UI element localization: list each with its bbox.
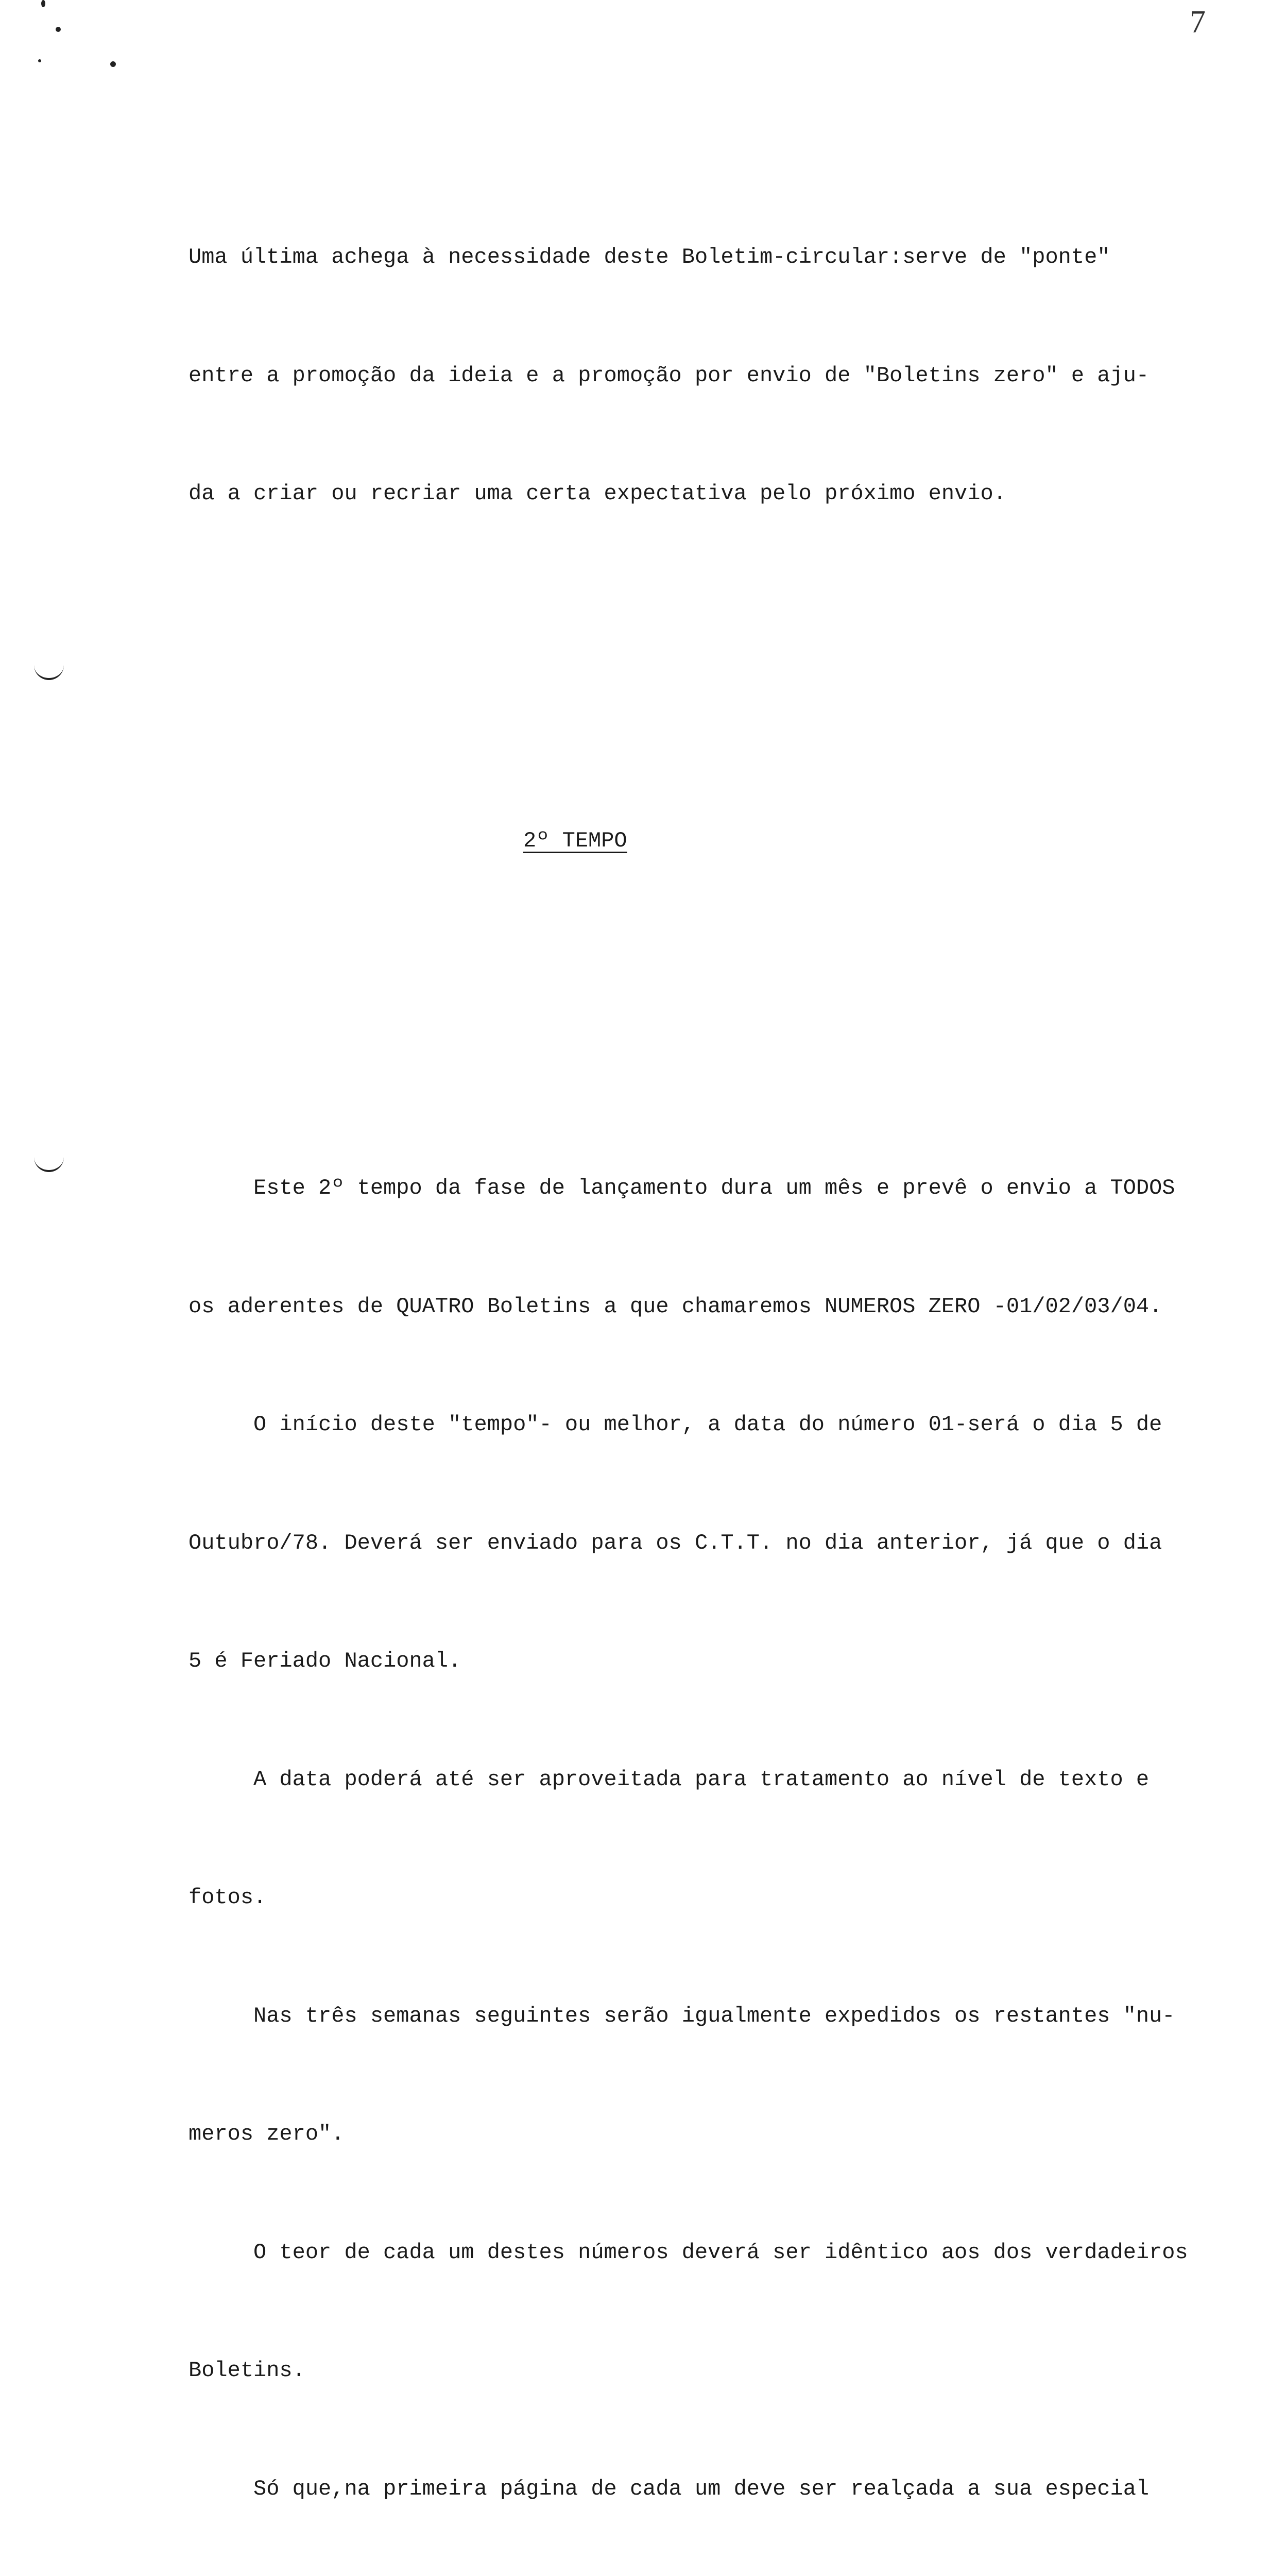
text-line: meros zero". bbox=[188, 2122, 345, 2146]
text-line: A data poderá até ser aproveitada para tratamento ao nível de texto e bbox=[188, 1767, 1150, 1792]
text-line: 5 é Feriado Nacional. bbox=[188, 1649, 461, 1673]
text-line: Uma última achega à necessidade deste Boletim-circular:serve de "ponte" bbox=[188, 245, 1110, 269]
text-line: O teor de cada um destes números deverá ser idêntico aos dos verdadeiros bbox=[188, 2240, 1188, 2265]
section-2-body bbox=[188, 1090, 1234, 2576]
text-line: O início deste "tempo"- ou melhor, a data do número 01-será o dia 5 de bbox=[188, 1412, 1162, 1437]
page-number: 7 bbox=[1190, 5, 1206, 40]
margin-mark bbox=[41, 0, 45, 7]
section-heading-2: 2º TEMPO bbox=[523, 828, 627, 853]
text-line: Este 2º tempo da fase de lançamento dura um mês e prevê o envio a TODOS bbox=[188, 1176, 1175, 1200]
text-line: fotos. bbox=[188, 1885, 267, 1910]
text-line: Nas três semanas seguintes serão igualmente expedidos os restantes "nu- bbox=[188, 2003, 1175, 2028]
text-line: entre a promoção da ideia e a promoção por envio de "Boletins zero" e aju- bbox=[188, 363, 1150, 388]
margin-bracket bbox=[34, 1157, 64, 1172]
text-line: Só que,na primeira página de cada um deve ser realçada a sua especial bbox=[188, 2476, 1150, 2501]
document-body bbox=[188, 80, 1234, 2576]
margin-mark bbox=[38, 59, 41, 62]
text-line: os aderentes de QUATRO Boletins a que chamaremos NUMEROS ZERO -01/02/03/04. bbox=[188, 1294, 1162, 1319]
text-line: Boletins. bbox=[188, 2358, 305, 2383]
text-line: da a criar ou recriar uma certa expectativa pelo próximo envio. bbox=[188, 481, 1006, 506]
text-line: Outubro/78. Deverá ser enviado para os C.T.T. no dia anterior, já que o dia bbox=[188, 1530, 1162, 1555]
intro-paragraph bbox=[188, 159, 1234, 592]
margin-mark bbox=[56, 27, 61, 32]
margin-bracket bbox=[34, 665, 64, 680]
margin-mark bbox=[110, 61, 116, 67]
